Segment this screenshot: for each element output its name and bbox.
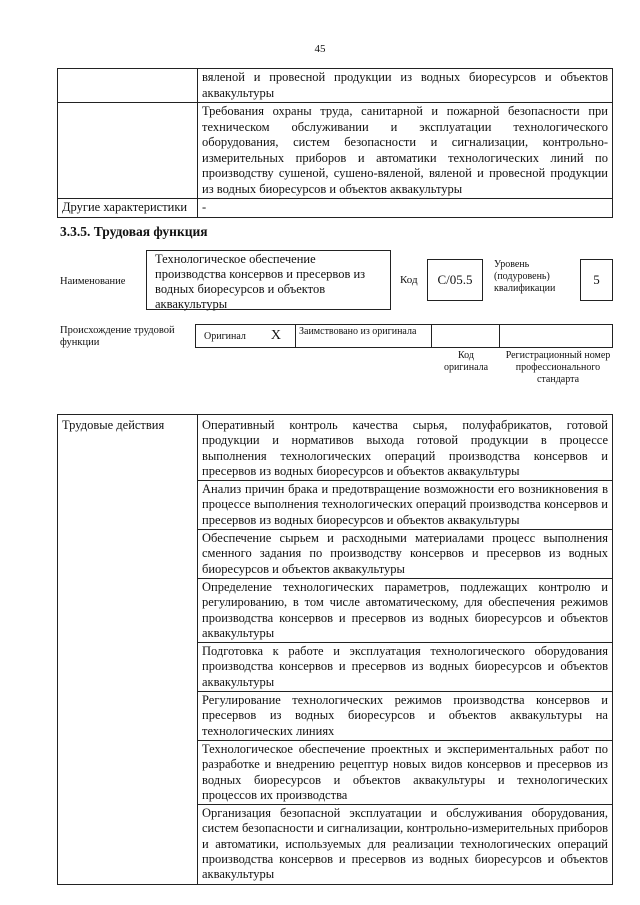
original-mark: X (270, 328, 281, 343)
labor-action-item: Организация безопасной эксплуатации и обслуживания оборудования, систем безопасности и сигнализации, контрольно-измерительных приборов и автоматики, используемых для реализации технологических операций производства консервов и пресервов из водных биоресурсов и объектов аквакультуры (198, 805, 613, 884)
other-characteristics-label: Другие характеристики (58, 199, 198, 218)
labor-action-item: Анализ причин брака и предотвращение возможности его возникновения в процессе выполнения технологических операций производства консервов и пресервов из водных биоресурсов и объектов аквакультуры (198, 481, 613, 530)
characteristics-table (57, 68, 613, 218)
labor-action-item: Технологическое обеспечение проектных и экспериментальных работ по разработке и внедрению рецептур новых видов консервов и пресервов из водных биоресурсов и объектов аквакультуры и технологических процессов их производства (198, 740, 613, 804)
original-cell (196, 325, 296, 347)
other-characteristics-value: - (198, 199, 613, 218)
qualification-level-box: 5 (580, 259, 613, 301)
table-row (58, 199, 613, 218)
registration-number-cell (500, 325, 612, 347)
origin-label: Происхождение трудовой функции (60, 325, 175, 348)
table-row (58, 415, 613, 481)
name-label: Наименование (60, 276, 126, 287)
original-code-cell (432, 325, 500, 347)
labor-action-item: Оперативный контроль качества сырья, полуфабрикатов, готовой продукции и нормативов выхода готовой продукции в процессе выполнения технологических операций производства консервов и пресервов из водных биоресурсов и объектов аквакультуры (198, 415, 613, 481)
origin-row (195, 324, 613, 348)
function-code-box: C/05.5 (427, 259, 483, 301)
section-title: 3.3.5. Трудовая функция (60, 224, 208, 239)
function-name-box: Технологическое обеспечение производства консервов и пресервов из водных биоресурсов и объектов аквакультуры (146, 250, 391, 310)
table-row (58, 69, 613, 103)
requirement-text: Требования охраны труда, санитарной и пожарной безопасности при техническом обслуживании и эксплуатации технологического оборудования, систем безопасности и сигнализации, контрольно-измерительных приборов и автоматики технологических линий по производству сушеной, сушено-вяленой, вяленой и провесной продукции из водных биоресурсов и объектов аквакультуры (198, 103, 613, 199)
page-number: 45 (314, 43, 326, 55)
labor-action-item: Подготовка к работе и эксплуатация технологического оборудования производства консервов и пресервов из водных биоресурсов и объектов аквакультуры (198, 643, 613, 692)
labor-actions-label: Трудовые действия (58, 415, 198, 885)
original-code-caption: Код оригинала (443, 350, 489, 373)
empty-label-cell (58, 103, 198, 199)
empty-label-cell (58, 69, 198, 103)
code-label: Код (400, 274, 418, 286)
original-label: Оригинал (204, 330, 246, 342)
requirement-text: вяленой и провесной продукции из водных биоресурсов и объектов аквакультуры (198, 69, 613, 103)
labor-action-item: Обеспечение сырьем и расходными материалами процесс выполнения сменного задания по производству консервов и пресервов из водных биоресурсов и объектов аквакультуры (198, 530, 613, 579)
table-row (58, 103, 613, 199)
qualification-level-label: Уровень (подуровень) квалификации (494, 259, 556, 294)
labor-actions-table (57, 414, 613, 885)
borrowed-label: Заимствовано из оригинала (296, 325, 432, 347)
labor-action-item: Определение технологических параметров, подлежащих контролю и регулированию, в том числе автоматическому, для обеспечения режимов производства консервов и пресервов из водных биоресурсов и объектов аквакультуры (198, 578, 613, 642)
registration-number-caption: Регистрационный номер профессионального стандарта (505, 350, 611, 385)
labor-action-item: Регулирование технологических режимов производства консервов и пресервов из водных биоресурсов и объектов аквакультуры на технологических линиях (198, 692, 613, 741)
